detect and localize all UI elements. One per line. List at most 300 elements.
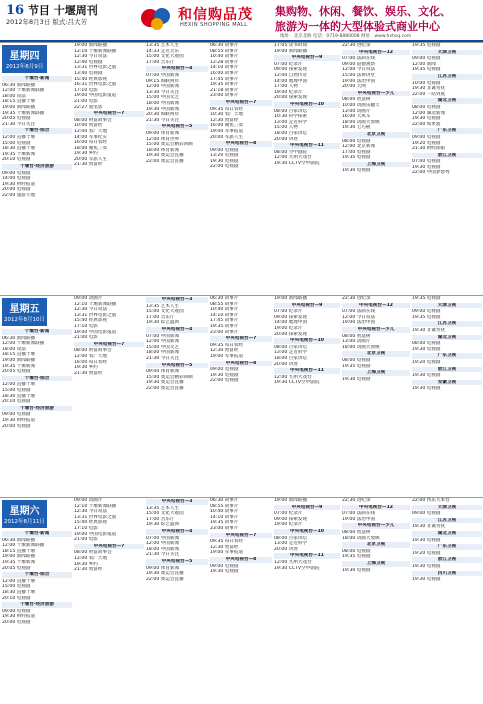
program-entry: 18:00 聚焦三农 — [74, 145, 108, 151]
program-entry: 06:30 新闻联播 — [2, 82, 36, 88]
program-entry: 12:00 体育世界 — [146, 136, 180, 142]
program-entry: 19:35 电视剧 — [412, 314, 441, 320]
program-entry: 12:30 致富经 — [210, 348, 239, 354]
program-entry: 16:00 故事片 — [210, 70, 239, 76]
schedule-column — [146, 498, 208, 582]
channel-heading: 安徽卫视 — [412, 380, 482, 386]
program-entry: 19:00 新闻联播 — [2, 554, 36, 560]
program-entry: 15:40 经典影视 — [74, 520, 108, 526]
program-entry: 20:00 军旅人生 — [74, 156, 108, 162]
program-entry: 08:55 故事片 — [210, 48, 239, 54]
day-section — [0, 42, 483, 296]
program-entry: 19:30 电视剧 — [412, 116, 441, 122]
schedule-column — [2, 328, 72, 429]
program-entry: 09:00 体育新闻 — [146, 565, 180, 571]
program-entry: 08:00 财富故事会 — [74, 550, 112, 556]
program-entry: 17:00 人物 — [274, 84, 298, 90]
channel-heading: 十堰台·经济旅游 — [2, 602, 72, 608]
program-entry: 17:00 音乐厅 — [146, 59, 175, 65]
program-entry: 13:00 走近科学 — [274, 119, 308, 125]
channel-heading: 中央电视台—8 — [210, 141, 272, 147]
channel-heading: 中央电视台—3 — [146, 499, 208, 505]
program-entry: 19:35 十堰新闻 — [2, 363, 36, 369]
program-entry: 19:20 电视剧 — [412, 359, 441, 365]
program-entry: 19:30 CCTV空中剧院 — [274, 565, 320, 571]
program-entry: 20:10 电视剧 — [2, 157, 31, 163]
day-section — [0, 497, 483, 704]
channel-heading: 湖北卫视 — [412, 531, 482, 537]
channel-heading: 中央电视台—少儿 — [342, 327, 410, 333]
program-entry: 19:00 纪录片 — [274, 325, 303, 331]
dateline: 2012年8月3日 版式:吕大芳 — [6, 18, 88, 26]
program-entry: 19:30 奥运会直播 — [146, 153, 184, 159]
program-entry: 19:35 故事片 — [210, 323, 239, 329]
channel-heading: 天津卫视 — [412, 50, 482, 56]
program-entry: 22:00 旅游天地 — [2, 192, 36, 198]
program-entry: 09:00 动画片 — [74, 296, 103, 301]
schedule-column — [74, 296, 144, 376]
program-entry: 19:35 故事片 — [210, 520, 239, 526]
program-entry: 13:00 走近科学 — [274, 350, 308, 356]
program-entry: 18:30 直播十堰 — [2, 146, 36, 152]
channel-heading: 中央电视台—少儿 — [342, 523, 410, 529]
program-entry: 08:55 故事片 — [210, 503, 239, 509]
schedule-column — [210, 296, 272, 384]
program-entry: 08:00 智慧树 — [342, 529, 371, 535]
program-entry: 19:30 中国新闻 — [146, 106, 180, 112]
program-entry: 19:35 十堰新闻 — [2, 559, 36, 565]
program-entry: 09:00 电视剧 — [2, 608, 31, 614]
program-entry: 19:00 新闻联播 — [74, 43, 108, 48]
program-entry: 19:35 十堰新闻联播 — [2, 110, 45, 116]
program-entry: 22:00 奥运会直播 — [146, 385, 184, 391]
program-entry: 08:00 电视剧 — [342, 357, 371, 363]
program-entry: 22:00 一站到底 — [412, 91, 446, 97]
masthead — [0, 0, 483, 42]
schedule-column — [146, 43, 208, 164]
program-entry: 19:00 纪录片 — [274, 89, 303, 95]
program-entry: 20:00 天网 — [342, 84, 366, 90]
schedule-column — [210, 498, 272, 575]
program-entry: 12:00 今日说法 — [342, 67, 376, 73]
program-entry: 12:00 直播十堰 — [2, 578, 36, 584]
program-entry: 19:30 电视剧 — [412, 563, 441, 569]
program-entry: 07:00 中国新闻 — [146, 72, 180, 78]
program-entry: 12:00 今日说法 — [342, 314, 376, 320]
program-entry: 13:30 今日关注 — [146, 89, 180, 95]
program-entry: 17:00 电视剧 — [342, 149, 371, 155]
program-entry: 19:00 中国电影报道 — [74, 93, 117, 99]
program-entry: 21:30 今日关注 — [2, 121, 36, 127]
channel-heading: 中央电视台—11 — [274, 368, 340, 374]
program-entry: 22:00 电视剧 — [210, 378, 239, 384]
weekday-badge — [2, 500, 47, 528]
program-entry: 19:00 法治中国 — [342, 516, 376, 522]
program-entry: 12:00 十堰新闻联播 — [2, 543, 45, 549]
program-entry: 13:35 艺术人生 — [146, 43, 180, 48]
program-entry: 20:00 军旅人生 — [210, 134, 244, 140]
program-entry: 12:00 直播十堰 — [2, 134, 36, 140]
weekday-date: 2012年8月11日 — [4, 519, 45, 525]
program-entry: 20:00 电视剧 — [2, 619, 31, 625]
program-entry: 23:00 故事片 — [210, 329, 239, 335]
program-entry: 09:00 电视剧 — [2, 170, 31, 176]
program-entry: 10:30 农广天地 — [210, 112, 244, 118]
program-entry: 19:00 军事报道 — [210, 353, 244, 359]
program-entry: 19:30 电视剧 — [412, 577, 441, 583]
program-entry: 15:00 电视剧 — [2, 387, 31, 393]
program-entry: 08:00 智慧树 — [342, 333, 371, 339]
channel-heading: 中央电视台—4 — [146, 327, 208, 333]
program-entry: 12:28 故事片 — [210, 59, 239, 65]
program-entry: 19:00 新闻联播 — [274, 48, 308, 54]
channel-heading: 上海卫视 — [342, 370, 410, 376]
program-entry: 14:10 故事片 — [210, 514, 239, 520]
channel-heading: 十堰台·综合 — [2, 128, 72, 134]
program-entry: 09:00 道德观察 — [342, 61, 376, 67]
program-entry: 15:40 经典影视 — [74, 76, 108, 82]
program-entry: 18:00 说法 — [2, 93, 26, 99]
program-entry: 12:00 九州大戏台 — [274, 559, 312, 565]
schedule-column — [342, 498, 410, 573]
program-entry: 17:10 电影 — [74, 87, 98, 93]
program-entry: 18:00 中国新闻 — [146, 350, 180, 356]
program-entry: 10:40 故事片 — [210, 307, 239, 313]
program-entry: 22:00 中国梦想秀 — [412, 170, 450, 176]
program-entry: 17:45 故事片 — [210, 318, 239, 324]
schedule-column — [342, 43, 410, 174]
program-entry: 21:30 今日关注 — [146, 117, 180, 123]
channel-heading: 中央电视台—12 — [342, 303, 410, 309]
channel-heading: 十堰台·经济旅游 — [2, 164, 72, 170]
program-entry: 12:10 十堰新闻联播 — [74, 301, 117, 307]
program-entry: 21:30 致富经 — [74, 370, 103, 376]
program-entry: 19:35 电视剧 — [342, 363, 371, 369]
channel-heading: 江苏卫视 — [412, 518, 482, 524]
program-entry: 07:00 纪录片 — [274, 511, 303, 517]
channel-heading: 中央电视台—9 — [274, 55, 340, 61]
channel-heading: 上海卫视 — [342, 162, 410, 168]
program-entry: 09:00 电视剧 — [2, 412, 31, 418]
program-entry: 07:00 纪录片 — [274, 309, 303, 315]
channel-heading: 十堰台·经济旅游 — [2, 406, 72, 412]
program-entry: 19:00 军事报道 — [210, 550, 244, 556]
program-entry: 09:00 探索发现 — [274, 516, 308, 522]
program-entry: 19:30 CCTV空中剧院 — [274, 380, 320, 386]
program-entry: 15:00 中国文艺 — [146, 344, 180, 350]
program-entry: 21:30 致富经 — [74, 162, 103, 168]
program-entry: 19:30 乡约 — [74, 151, 98, 157]
program-entry: 20:00 讲述 — [274, 136, 298, 142]
program-entry: 12:00 中国新闻 — [146, 541, 180, 547]
program-entry: 13:31 世界电影之旅 — [74, 514, 117, 520]
program-entry: 14:33 走近音乐 — [146, 48, 180, 54]
program-entry: 14:00 军事纪实 — [74, 134, 108, 140]
program-entry: 19:30 综艺盛典 — [146, 522, 180, 528]
program-entry: 13:20 电视剧 — [210, 153, 239, 159]
program-entry: 19:00 新闻联播 — [2, 357, 36, 363]
program-entry: 13:35 艺术人生 — [146, 303, 180, 309]
program-entry: 19:30 财经报道 — [2, 181, 36, 187]
schedule-column — [74, 43, 144, 168]
program-entry: 19:30 电视剧 — [210, 158, 239, 164]
program-entry: 19:00 新闻联播 — [2, 104, 36, 110]
program-entry: 12:30 致富经 — [210, 117, 239, 123]
program-entry: 12:00 北京新闻 — [342, 144, 376, 150]
channel-heading: 中央电视台—7 — [74, 342, 144, 348]
program-entry: 12:00 湖北新闻 — [412, 110, 446, 116]
program-entry: 19:30 电视剧 — [210, 372, 239, 378]
page-heading — [6, 2, 98, 18]
program-entry: 19:20 电视剧 — [412, 140, 441, 146]
program-entry: 19:30 电视剧 — [412, 537, 441, 543]
channel-heading: 天津卫视 — [412, 303, 482, 309]
program-entry: 09:35 每日农经 — [210, 539, 244, 545]
program-entry: 09:00 电视剧 — [210, 563, 239, 569]
schedule-column — [274, 43, 340, 166]
program-entry: 09:35 每日农经 — [210, 106, 244, 112]
program-entry: 17:10 电影 — [74, 323, 98, 329]
channel-heading: 中央电视台—3 — [146, 297, 208, 303]
program-entry: 19:35 故事片 — [210, 82, 239, 88]
channel-heading: 十堰台·新闻 — [2, 531, 72, 537]
channel-heading: 十堰台·新闻 — [2, 329, 72, 335]
program-entry: 10:30 科学探索 — [274, 114, 308, 120]
program-entry: 07:00 中国新闻 — [146, 333, 180, 339]
program-entry: 08:00 百家讲坛 — [274, 535, 308, 541]
program-entry: 19:30 电视剧 — [342, 376, 371, 382]
program-entry: 08:00 电视剧 — [412, 341, 441, 347]
channel-heading: 中央电视台—7 — [210, 336, 272, 342]
program-entry: 12:00 十堰新闻联播 — [2, 88, 45, 94]
schedule-column — [274, 498, 340, 571]
program-entry: 13:35 艺术人生 — [146, 505, 180, 511]
program-entry: 19:00 新闻联播 — [274, 498, 308, 503]
program-entry: 19:30 非诚勿扰 — [412, 327, 446, 333]
program-entry: 15:00 文化大观园 — [146, 309, 184, 315]
schedule-column — [274, 296, 340, 386]
program-entry: 18:00 动画大放映 — [342, 535, 380, 541]
program-entry: 16:00 每日农经 — [74, 359, 108, 365]
program-entry: 19:00 中国电影报道 — [74, 329, 117, 335]
program-entry: 14:00 电视剧 — [2, 176, 31, 182]
channel-heading: 广东卫视 — [412, 544, 482, 550]
program-entry: 19:00 中国电影报道 — [74, 531, 117, 537]
program-entry: 10:40 故事片 — [210, 509, 239, 515]
schedule-column — [2, 530, 72, 626]
program-entry: 22:00 奥运会直播 — [146, 158, 184, 164]
schedule-column — [412, 43, 482, 176]
program-entry: 10:00 动画乐翻天 — [342, 102, 380, 108]
program-entry: 20:00 电视剧 — [2, 187, 31, 193]
program-entry: 19:00 法治中国 — [342, 320, 376, 326]
program-entry: 09:00 探索发现 — [274, 67, 308, 73]
schedule-column — [342, 296, 410, 382]
program-entry: 19:35 十堰新闻 — [2, 151, 36, 157]
program-entry: 09:00 电视剧 — [412, 56, 441, 62]
weekday-badge — [2, 298, 47, 326]
program-entry: 09:00 电视剧 — [412, 309, 441, 315]
program-entry: 07:00 法制在线 — [342, 309, 376, 315]
program-entry: 19:20 电视剧 — [412, 550, 441, 556]
program-entry: 15:00 法律讲堂 — [342, 72, 376, 78]
program-entry: 22:30 进纪录 — [342, 43, 371, 48]
program-entry: 22:30 进纪录 — [342, 296, 371, 301]
program-entry: 19:30 乡约 — [74, 365, 98, 371]
program-entry: 21:18 故事片 — [210, 87, 239, 93]
schedule-column — [412, 498, 482, 583]
program-entry: 18:00 中国新闻 — [146, 546, 180, 552]
channel-heading: 湖北卫视 — [412, 98, 482, 104]
channel-heading: 中央电视台—5 — [146, 559, 208, 565]
program-entry: 20:05 电视剧 — [2, 116, 31, 122]
program-entry: 06:30 新闻联播 — [2, 537, 36, 543]
program-entry: 19:30 财经报道 — [2, 417, 36, 423]
channel-heading: 中央电视台—5 — [146, 363, 208, 369]
program-entry: 19:30 七巧板 — [342, 125, 371, 131]
program-entry: 12:30 致富经 — [210, 544, 239, 550]
channel-heading: 江苏卫视 — [412, 74, 482, 80]
program-entry: 20:00 探索发现 — [274, 331, 308, 337]
program-entry: 14:10 故事片 — [210, 65, 239, 71]
channel-heading: 上海卫视 — [342, 561, 410, 567]
program-entry: 08:00 百家讲坛 — [274, 108, 308, 114]
program-entry: 18:00 说法 — [2, 346, 26, 352]
channel-heading: 北京卫视 — [342, 351, 410, 357]
program-entry: 20:00 讲述 — [274, 546, 298, 552]
program-entry: 12:00 自然传奇 — [274, 72, 308, 78]
weekday-label: 星期四 — [9, 51, 40, 62]
program-entry: 19:00 军事报道 — [210, 128, 244, 134]
program-entry: 19:30 奥运会直播 — [146, 571, 184, 577]
ad-slogan-line1: 集购物、休闲、餐饮、娱乐、文化、 — [275, 5, 451, 18]
program-entry: 10:00 电视剧 — [412, 80, 441, 86]
weekday-date: 2012年8月10日 — [4, 317, 45, 323]
program-entry: 18:00 百家讲坛 — [274, 130, 308, 136]
program-entry: 15:00 奥运会精彩回顾 — [146, 142, 193, 148]
program-entry: 08:00 财富故事会 — [74, 117, 112, 123]
program-entry: 15:00 文化大观园 — [146, 511, 184, 517]
program-entry: 06:30 故事片 — [210, 43, 239, 48]
program-entry: 12:00 九州大戏台 — [274, 374, 312, 380]
mall-brand-en: HEXIN SHOPPING MALL — [180, 22, 248, 28]
program-entry: 21:30 财经郎眼 — [412, 146, 446, 152]
program-entry: 10:40 故事片 — [210, 54, 239, 60]
advertisement — [140, 2, 480, 39]
program-entry: 18:15 直播十堰 — [2, 548, 36, 554]
program-entry: 19:30 电视剧 — [412, 346, 441, 352]
schedule-column — [146, 296, 208, 392]
program-entry: 19:00 新闻联播 — [274, 296, 308, 301]
program-entry: 08:00 财富故事会 — [74, 348, 112, 354]
program-entry: 12:10 十堰新闻联播 — [74, 503, 117, 509]
program-entry: 22:00 如果爱 — [412, 121, 441, 127]
program-entry: 09:00 电视剧 — [412, 511, 441, 517]
program-entry: 18:00 动画大放映 — [342, 344, 380, 350]
program-entry: 23:00 故事片 — [210, 93, 239, 99]
program-entry: 13:31 世界电影之旅 — [74, 312, 117, 318]
program-entry: 17:10 电影 — [74, 525, 98, 531]
program-entry: 15:00 电视剧 — [2, 140, 31, 146]
weekday-badge — [2, 45, 47, 73]
program-entry: 07:00 纪录片 — [274, 61, 303, 67]
program-entry: 09:00 电视剧 — [210, 147, 239, 153]
program-entry: 08:00 电视剧 — [342, 138, 371, 144]
channel-heading: 浙江卫视 — [412, 153, 482, 159]
program-entry: 21:30 今日关注 — [146, 552, 180, 558]
program-entry: 19:30 CCTV空中剧院 — [274, 160, 320, 166]
program-entry: 12:00 新闻 — [412, 61, 436, 67]
program-entry: 18:15 直播十堰 — [2, 99, 36, 105]
program-entry: 19:30 电视剧 — [412, 373, 441, 379]
program-entry: 20:30 海峡两岸 — [146, 112, 180, 118]
program-entry: 12:00 农广天地 — [74, 353, 108, 359]
channel-heading: 中央电视台—4 — [146, 529, 208, 535]
program-entry: 19:30 电视剧 — [342, 567, 371, 573]
program-entry: 06:30 新闻联播 — [2, 335, 36, 341]
channel-heading: 中央电视台—7 — [210, 533, 272, 539]
mall-logo-icon — [140, 4, 174, 32]
program-entry: 12:30 今日说法 — [74, 54, 108, 60]
channel-heading: 中央电视台—8 — [210, 361, 272, 367]
program-entry: 19:30 非诚勿扰 — [412, 524, 446, 530]
channel-heading: 中央电视台—12 — [342, 505, 410, 511]
program-entry: 12:30 今日说法 — [74, 307, 108, 313]
program-entry: 18:30 直播十堰 — [2, 589, 36, 595]
channel-heading: 江苏卫视 — [412, 321, 482, 327]
program-entry: 16:00 大风车 — [342, 114, 371, 120]
program-entry: 06:30 故事片 — [210, 498, 239, 503]
program-entry: 07:00 法制在线 — [342, 56, 376, 62]
channel-heading: 广东卫视 — [412, 353, 482, 359]
program-entry: 13:00 动画片 — [342, 108, 371, 114]
weekday-label: 星期六 — [9, 506, 40, 517]
program-entry: 12:00 农广天地 — [74, 555, 108, 561]
program-entry: 13:40 电视剧 — [74, 70, 103, 76]
channel-heading: 四川卫视 — [412, 571, 482, 577]
ad-contact-info: 地址：北京北路 电话：0719-8880008 网址：www.hxhsq.com — [280, 34, 412, 39]
program-entry: 12:10 十堰新闻联播 — [74, 48, 117, 54]
program-entry: 19:35 电视剧 — [412, 296, 441, 301]
program-entry: 13:31 世界电影之旅 — [74, 65, 117, 71]
program-entry: 17:00 音乐厅 — [146, 314, 175, 320]
channel-heading: 广东卫视 — [412, 128, 482, 134]
program-entry: 12:40 电视剧 — [74, 59, 103, 65]
program-entry: 20:00 探索发现 — [274, 95, 308, 101]
program-entry: 16:31 世界电影之旅 — [74, 82, 117, 88]
program-entry: 12:00 九州大戏台 — [274, 155, 312, 161]
program-entry: 19:35 电视剧 — [342, 554, 371, 560]
channel-heading: 中央电视台—7 — [210, 100, 272, 106]
program-entry: 07:00 电视剧 — [412, 159, 441, 165]
program-entry: 22:00 奥运会直播 — [146, 576, 184, 582]
channel-heading: 十堰台·综合 — [2, 572, 72, 578]
program-entry: 19:00 法治中国 — [342, 78, 376, 84]
channel-heading: 中央电视台—10 — [274, 102, 340, 108]
program-entry: 18:00 百家讲坛 — [274, 355, 308, 361]
program-entry: 16:00 每日农经 — [74, 140, 108, 146]
weekday-label: 星期五 — [9, 304, 40, 315]
program-entry: 21:30 致富经 — [74, 567, 103, 573]
program-entry: 09:00 体育新闻 — [146, 130, 180, 136]
channel-heading: 中央电视台—12 — [342, 50, 410, 56]
channel-heading: 中央电视台—9 — [274, 505, 340, 511]
program-entry: 19:30 电视剧 — [412, 164, 441, 170]
program-entry: 12:00 农广天地 — [74, 128, 108, 134]
page-number: 16 — [6, 3, 25, 18]
program-entry: 19:35 电视剧 — [412, 67, 441, 73]
channel-heading: 中央电视台—10 — [274, 338, 340, 344]
